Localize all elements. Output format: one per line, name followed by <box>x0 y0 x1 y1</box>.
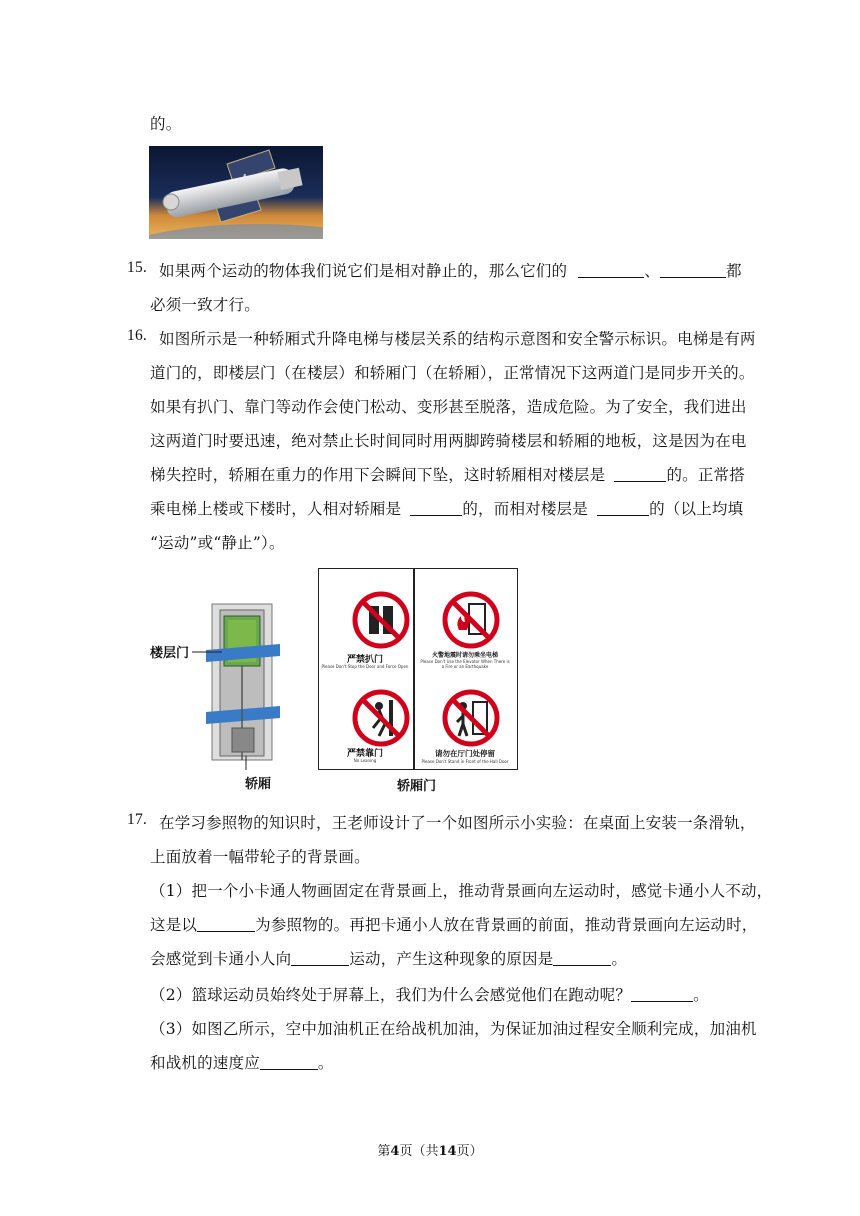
q17-text: 。 <box>693 986 709 1004</box>
q16-line3: 如果有扒门、靠门等动作会使门松动、变形甚至脱落，造成危险。为了安全，我们进出 <box>150 398 747 416</box>
q16-line7: “运动”或“静止”）。 <box>150 534 285 552</box>
q16-line4: 这两道门时要迅速，绝对禁止长时间同时用两脚跨骑楼层和轿厢的地板，这是因为在电 <box>150 432 747 450</box>
q15-text: 如果两个运动的物体我们说它们是相对静止的，那么它们的 <box>159 262 568 280</box>
sign3-label: 严禁靠门 <box>346 749 383 759</box>
page-number: 4 <box>390 1144 400 1159</box>
answer-blank[interactable] <box>197 917 255 932</box>
answer-blank[interactable] <box>578 263 644 278</box>
answer-blank[interactable] <box>260 1055 318 1070</box>
q15-line1 <box>159 259 742 281</box>
sign4-label: 请勿在厅门处停留 <box>435 749 495 758</box>
q17-number: 17. <box>127 811 147 828</box>
answer-blank[interactable] <box>291 951 349 966</box>
q16-text: 的。正常搭 <box>666 466 745 484</box>
q17-text: 。 <box>611 950 628 968</box>
answer-blank[interactable] <box>553 951 611 966</box>
answer-blank[interactable] <box>631 987 693 1002</box>
q17-line2: 上面放着一幅带轮子的背景画。 <box>150 848 370 866</box>
page-footer <box>0 1140 860 1159</box>
footer-text: 页（共 <box>399 1144 439 1159</box>
q15-number: 15. <box>127 259 147 276</box>
q16-number: 16. <box>127 327 147 344</box>
q16-line1: 如图所示是一种轿厢式升降电梯与楼层关系的结构示意图和安全警示标识。电梯是有两 <box>159 330 756 348</box>
sign4-english: Please Don't Stand in Front of the Hall Door <box>421 759 509 764</box>
q17-part1-line2 <box>150 913 758 935</box>
q15-text-after: 都 <box>726 262 742 280</box>
q16-line6 <box>150 497 743 519</box>
q17-text: 会感觉到卡通小人向 <box>150 950 292 968</box>
q16-text: 的（以上均填 <box>649 500 744 518</box>
q17-line1: 在学习参照物的知识时，王老师设计了一个如图所示小实验：在桌面上安装一条滑轨， <box>159 814 756 832</box>
answer-blank[interactable] <box>597 501 649 516</box>
q17-part1-line1: （1）把一个小卡通人物画固定在背景画上，推动背景画向左运动时，感觉卡通小人不动， <box>150 882 773 900</box>
space-station-image <box>149 146 323 239</box>
answer-blank[interactable] <box>410 501 462 516</box>
answer-blank[interactable] <box>614 467 666 482</box>
q17-text: 。 <box>317 1054 334 1072</box>
q17-text: 为参照物的。再把卡通小人放在背景画的前面，推动背景画向左运动时， <box>255 916 758 934</box>
q17-text: 和战机的速度应 <box>150 1054 260 1072</box>
q16-text: 乘电梯上楼或下楼时，人相对轿厢是 <box>150 500 402 518</box>
q17-part1-line3 <box>150 947 627 969</box>
floor-door-label: 楼层门 <box>150 646 190 661</box>
q16-text: 梯失控时，轿厢在重力的作用下会瞬间下坠，这时轿厢相对楼层是 <box>150 466 606 484</box>
q16-line2: 道门的，即楼层门（在楼层）和轿厢门（在轿厢），正常情况下这两道门是同步开关的。 <box>150 364 755 382</box>
car-door-label: 轿厢门 <box>397 779 437 794</box>
no-elevator-fire-icon <box>441 590 501 650</box>
total-pages: 14 <box>438 1144 457 1159</box>
no-prying-door-icon <box>351 590 411 650</box>
q15-line2: 必须一致才行。 <box>150 296 260 314</box>
sign2-label: 火警地震时请勿乘坐电梯 <box>431 652 498 659</box>
sign1-label: 严禁扒门 <box>346 655 383 665</box>
no-leaning-icon <box>351 688 411 748</box>
q17-part3-line2 <box>150 1051 334 1073</box>
q16-line5 <box>150 463 745 485</box>
footer-text: 第 <box>377 1144 391 1159</box>
car-label: 轿厢 <box>245 777 272 792</box>
elevator-diagram <box>150 600 300 770</box>
no-standing-icon <box>441 688 501 748</box>
footer-text: 页） <box>456 1144 483 1159</box>
q16-text: 的，而相对楼层是 <box>462 500 588 518</box>
q17-text: 运动，产生这种现象的原因是 <box>349 950 554 968</box>
sign3-english: No Leaning <box>353 758 377 763</box>
sign1-english: Please Don't Stop the Door and Force Open <box>321 664 409 669</box>
answer-blank[interactable] <box>660 263 726 278</box>
q17-part3-line1: （3）如图乙所示，空中加油机正在给战机加油，为保证加油过程安全顺利完成，加油机 <box>150 1020 757 1038</box>
q15-sep: 、 <box>644 262 661 280</box>
q17-part2 <box>150 983 709 1005</box>
sign2-english: Please Don't Use the Elevator When There is a Fire or an Earthquake <box>420 659 510 669</box>
q17-text: （2）篮球运动员始终处于屏幕上，我们为什么会感觉他们在跑动呢？ <box>150 986 632 1004</box>
intro-tail: 的。 <box>150 115 182 133</box>
q17-text: 这是以 <box>150 916 198 934</box>
